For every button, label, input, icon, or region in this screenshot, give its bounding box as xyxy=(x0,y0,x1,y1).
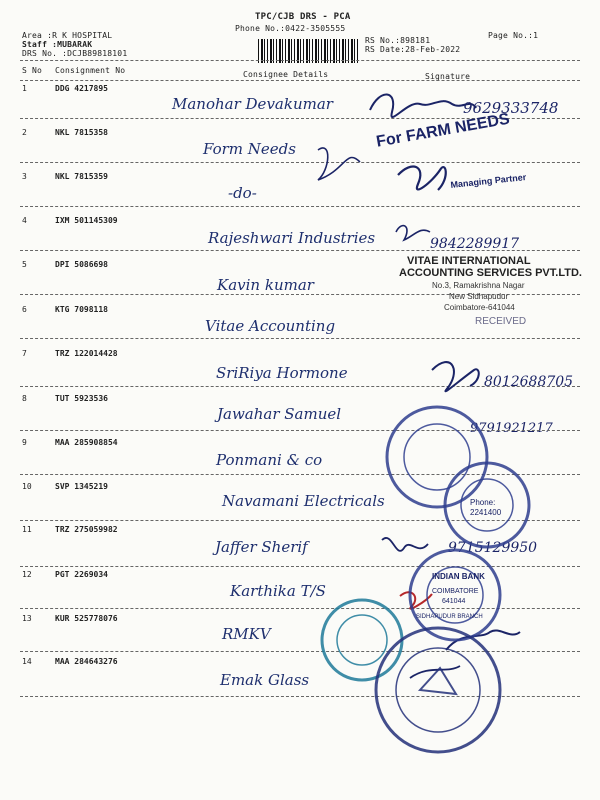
vitae-stamp-line3: No.3, Ramakrishna Nagar xyxy=(432,281,525,290)
consignee-handwritten: SriRiya Hormone xyxy=(216,364,348,382)
rmkv-stamp xyxy=(322,600,402,680)
bank-stamp-line3: 641044 xyxy=(442,598,466,605)
consignment-number: PGT 2269034 xyxy=(55,570,108,579)
phone-number: Phone No.:0422-3505555 xyxy=(235,24,346,33)
consignee-handwritten: Navamani Electricals xyxy=(222,492,385,510)
column-header-consignee: Consignee Details xyxy=(243,70,329,79)
vitae-stamp-line4: New Sidhapudur xyxy=(449,292,509,301)
consignee-handwritten: Ponmani & co xyxy=(216,451,323,469)
signature-phone: 9629333748 xyxy=(463,99,559,117)
farm-needs-partner: Managing Partner xyxy=(450,172,527,190)
row-number: 10 xyxy=(22,482,32,491)
signature-scribble xyxy=(318,148,360,180)
row-number: 3 xyxy=(22,172,27,181)
vitae-stamp-line5: Coimbatore-641044 xyxy=(444,303,515,312)
row-number: 4 xyxy=(22,216,27,225)
signature-scribble xyxy=(432,362,479,391)
staff-field: Staff :MUBARAK xyxy=(22,40,93,49)
document-title: TPC/CJB DRS - PCA xyxy=(255,12,351,22)
consignee-handwritten: -do- xyxy=(228,184,257,202)
consignment-number: IXM 501145309 xyxy=(55,216,118,225)
signature-scribble xyxy=(410,666,460,678)
consignment-number: TRZ 275059982 xyxy=(55,525,118,534)
bank-stamp-line1: INDIAN BANK xyxy=(432,572,485,581)
consignment-number: KUR 525778076 xyxy=(55,614,118,623)
consignee-handwritten: Karthika T/S xyxy=(230,582,326,600)
row-number: 5 xyxy=(22,260,27,269)
consignment-number: MAA 285908854 xyxy=(55,438,118,447)
consignee-handwritten: RMKV xyxy=(222,625,271,643)
consignee-handwritten: Jawahar Samuel xyxy=(217,405,342,423)
column-header-consignment: Consignment No xyxy=(55,66,126,75)
consignment-number: MAA 284643276 xyxy=(55,657,118,666)
area-field: Area :R K HOSPITAL xyxy=(22,31,113,40)
vitae-received-stamp: RECEIVED xyxy=(475,316,527,327)
consignment-number: SVP 1345219 xyxy=(55,482,108,491)
row-number: 9 xyxy=(22,438,27,447)
consignee-handwritten: Vitae Accounting xyxy=(205,317,336,335)
rs-date: RS Date:28-Feb-2022 xyxy=(365,45,461,54)
consignee-handwritten: Manohar Devakumar xyxy=(172,95,333,113)
drs-number: DRS No. :DCJB89818101 xyxy=(22,49,128,58)
row-number: 8 xyxy=(22,394,27,403)
signature-phone: 9715129950 xyxy=(448,540,538,556)
row-number: 14 xyxy=(22,657,32,666)
consignment-number: TRZ 122014428 xyxy=(55,349,118,358)
consignment-number: NKL 7815358 xyxy=(55,128,108,137)
signature-scribble xyxy=(398,166,446,190)
farm-needs-stamp: For FARM NEEDS xyxy=(375,110,512,151)
column-header-sno: S No xyxy=(22,66,43,75)
vitae-stamp-line1: VITAE INTERNATIONAL xyxy=(407,255,531,267)
row-number: 11 xyxy=(22,525,32,534)
emak-glass-stamp xyxy=(376,628,500,752)
row-number: 12 xyxy=(22,570,32,579)
signature-scribble xyxy=(396,226,430,240)
signature-phone: 9842289917 xyxy=(430,236,520,252)
page-number: Page No.:1 xyxy=(488,31,539,40)
row-number: 2 xyxy=(22,128,27,137)
ponmani-stamp xyxy=(387,407,487,507)
row-number: 6 xyxy=(22,305,27,314)
consignee-handwritten: Emak Glass xyxy=(220,671,310,689)
vitae-stamp-line2: ACCOUNTING SERVICES PVT.LTD. xyxy=(399,267,582,279)
signature-scribble xyxy=(382,538,428,551)
ponmani-phone-text: Phone: 2241400 xyxy=(470,498,502,517)
consignment-number: DDG 4217895 xyxy=(55,84,108,93)
bank-stamp-line4: SIDHAPUDUR BRANCH xyxy=(416,614,483,620)
row-number: 1 xyxy=(22,84,27,93)
consignee-handwritten: Kavin kumar xyxy=(217,276,314,294)
consignee-handwritten: Jaffer Sherif xyxy=(215,538,308,556)
column-header-signature: Signature xyxy=(425,72,471,81)
signature-phone: 8012688705 xyxy=(484,374,574,390)
consignment-number: TUT 5923536 xyxy=(55,394,108,403)
consignment-number: NKL 7815359 xyxy=(55,172,108,181)
consignment-number: KTG 7098118 xyxy=(55,305,108,314)
rs-number: RS No.:898181 xyxy=(365,36,431,45)
row-number: 13 xyxy=(22,614,32,623)
consignee-handwritten: Rajeshwari Industries xyxy=(208,229,376,247)
signature-scribble xyxy=(370,94,476,117)
indian-bank-stamp xyxy=(410,550,500,640)
consignee-handwritten: Form Needs xyxy=(203,140,296,158)
consignment-number: DPI 5086698 xyxy=(55,260,108,269)
row-number: 7 xyxy=(22,349,27,358)
signature-phone: 9791921217 xyxy=(470,421,553,436)
bank-stamp-line2: COIMBATORE xyxy=(432,588,479,595)
